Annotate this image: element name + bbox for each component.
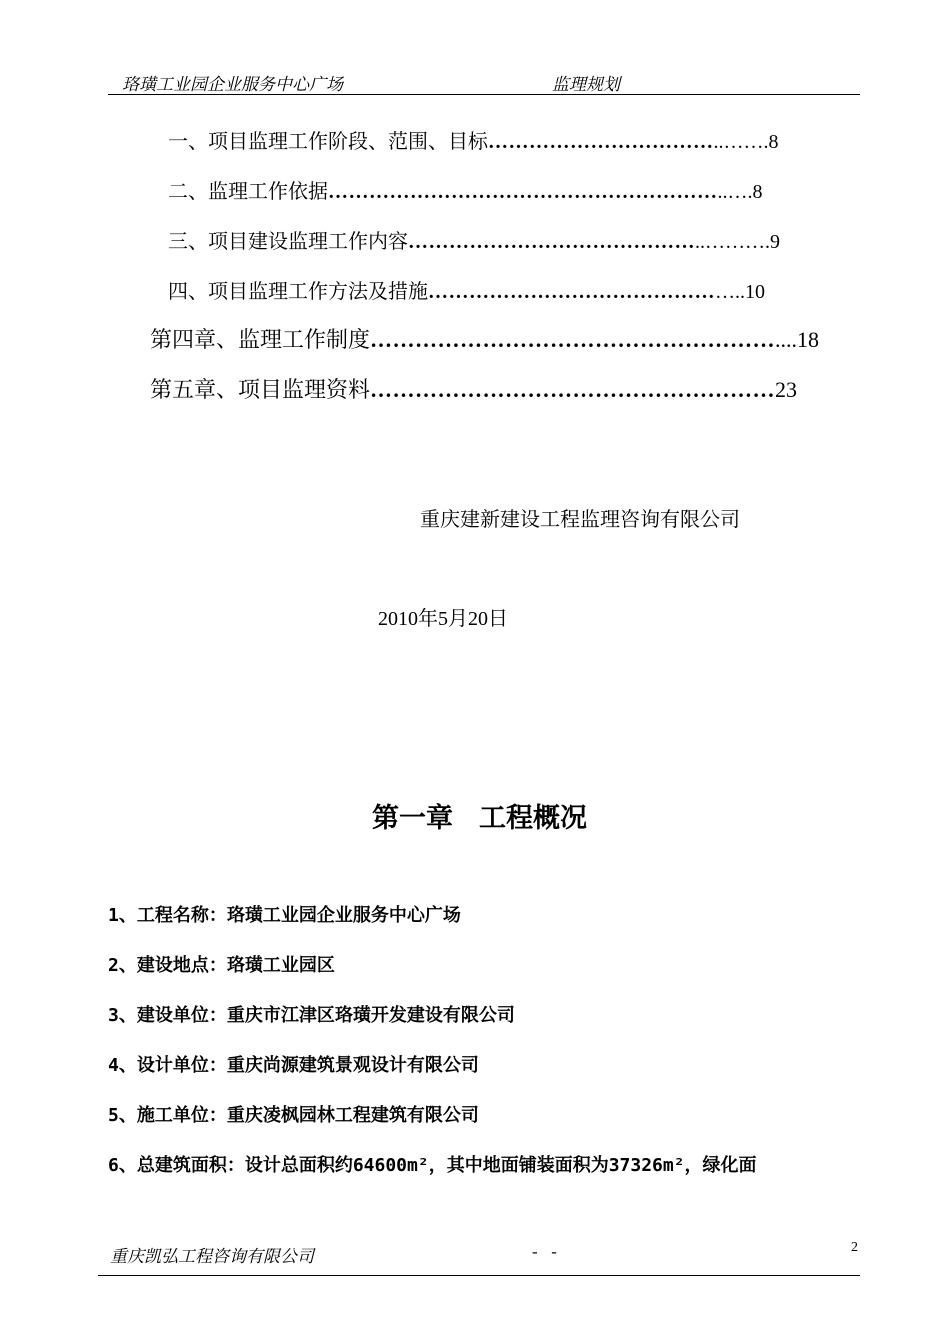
list-item: 4、设计单位：重庆尚源建筑景观设计有限公司: [108, 1055, 479, 1076]
list-item: 5、施工单位：重庆凌枫园林工程建筑有限公司: [108, 1105, 479, 1126]
toc-chapter-entry: [150, 378, 797, 403]
toc-entry-page: 18: [797, 327, 820, 352]
chapter-title: 工程概况: [479, 803, 587, 834]
toc-entry: [168, 229, 780, 254]
chapter-number: 第一章: [372, 803, 453, 834]
toc-entry-leader-tail: …..: [715, 281, 745, 303]
list-item: 1、工程名称：珞璜工业园企业服务中心广场: [108, 905, 461, 926]
toc-entry-leader: ……………………………………: [408, 231, 695, 253]
footer-company: 重庆凯弘工程咨询有限公司: [110, 1247, 314, 1267]
toc-entry-leader: ……………………………………: [428, 281, 715, 303]
header-rule: [108, 94, 860, 95]
footer-rule: [98, 1275, 860, 1276]
toc-entry-label: 第四章、监理工作制度: [150, 328, 371, 353]
toc-entry-leader-tail: ....: [775, 327, 798, 352]
header-project-title: 珞璜工业园企业服务中心广场: [122, 75, 343, 95]
toc-entry-label: 四、项目监理工作方法及措施: [168, 279, 428, 303]
footer-dashes: - -: [530, 1244, 559, 1262]
toc-entry-page: 10: [745, 281, 765, 303]
toc-entry: [168, 129, 779, 154]
chapter-heading: [372, 796, 587, 835]
toc-entry-leader: …………………………………………………: [328, 181, 718, 203]
toc-chapter-entry: [150, 328, 819, 353]
toc-entry-page: 9: [770, 231, 780, 253]
toc-entry-label: 一、项目监理工作阶段、范围、目标: [168, 129, 488, 153]
toc-entry-leader-tail: ..….: [717, 181, 753, 203]
toc-entry-page: 8: [768, 131, 779, 153]
signature-date: 2010年5月20日: [378, 608, 508, 630]
toc-entry-page: 23: [775, 377, 798, 402]
toc-entry-leader-tail: ..…….: [713, 131, 769, 153]
header-doc-title: 监理规划: [552, 75, 620, 95]
page-number: 2: [851, 1240, 858, 1255]
toc-entry-label: 二、监理工作依据: [168, 179, 328, 203]
toc-entry-page: 8: [752, 181, 763, 203]
toc-entry-leader-tail: ..……….: [695, 231, 770, 253]
toc-entry-leader: ……………………………: [488, 131, 714, 153]
list-item: 6、总建筑面积：设计总面积约64600m²，其中地面铺装面积为37326m²，绿化面: [108, 1155, 757, 1176]
toc-entry-label: 第五章、项目监理资料: [150, 378, 371, 403]
toc-entry: [168, 279, 765, 304]
toc-entry-label: 三、项目建设监理工作内容: [168, 229, 408, 253]
signature-company: 重庆建新建设工程监理咨询有限公司: [420, 507, 740, 531]
toc-entry: [168, 179, 763, 204]
toc-entry-leader: ………………………………………………: [370, 327, 776, 352]
list-item: 3、建设单位：重庆市江津区珞璜开发建设有限公司: [108, 1005, 515, 1026]
toc-entry-leader: ………………………………………………: [370, 377, 776, 402]
list-item: 2、建设地点：珞璜工业园区: [108, 955, 335, 976]
